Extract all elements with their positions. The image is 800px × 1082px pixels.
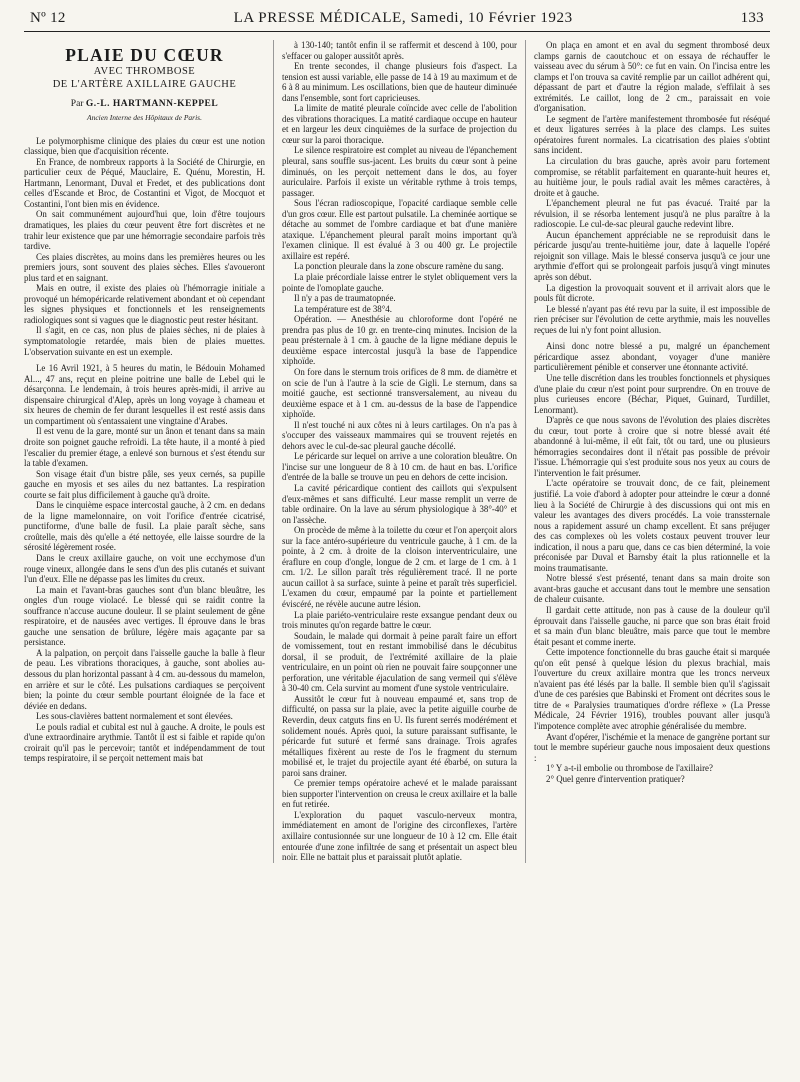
page-number: 133 [740, 10, 764, 26]
paragraph: Le 16 Avril 1921, à 5 heures du matin, le Bédouin Mohamed Al..., 47 ans, reçut en pleine poitrine une balle de Lebel qui le désarçonna. Le lendemain, à trois heures après-midi, il arrive au dispensaire chirurgical d'Alep, après un long voyage à chameau et six heures de chemin de fer durant lesquelles il est resté assis dans un compartiment où s'entassaient une vingtaine d'Arabes. [24, 363, 265, 426]
paragraph: La circulation du bras gauche, après avoir paru fortement compromise, se rétablit parfaitement en quarante-huit heures et, au huitième jour, le pouls radial avait les mêmes caractères, à droite et à gauche. [534, 156, 770, 198]
page-header [24, 10, 770, 32]
paragraph: La cavité péricardique contient des caillots qui s'expulsent d'eux-mêmes et sans difficulté. Leur masse remplit un verre de table ordinaire. On la lave au sérum physiologique à 38°-40° et on l'assèche. [282, 482, 517, 525]
paragraph: à 130-140; tantôt enfin il se raffermit et descend à 100, pour s'effacer ou galoper aussitôt après. [282, 40, 517, 61]
article-subtitle-1: AVEC THROMBOSE [93, 65, 196, 77]
column-2 [274, 40, 526, 863]
paragraph: Le péricarde sur lequel on arrive a une coloration bleuâtre. On l'incise sur une longueur de 8 à 10 cm. de haut en bas. L'orifice d'entrée de la balle se trouve un peu en dehors de cette incision. [282, 451, 517, 483]
question-1: 1° Y a-t-il embolie ou thrombose de l'axillaire? [546, 763, 713, 774]
paragraph: Ces plaies discrètes, au moins dans les premières heures ou les premiers jours, sont souvent des plaies sèches. Elles s'avoueront plus tard et en saignant. [24, 251, 265, 283]
paragraph: Le silence respiratoire est complet au niveau de l'épanchement pleural, sans souffle sus-jacent. Les bruits du cœur sont à peine diminués, on les perçoit nettement dans le dos, au foyer auriculaire. Parfois il existe un véritable rythme à trois temps, passager. [282, 145, 517, 198]
paragraph: La digestion la provoquait souvent et il arrivait alors que le pouls fût dicrote. [534, 282, 770, 304]
author-affiliation: Ancien Interne des Hôpitaux de Paris. [87, 113, 202, 123]
paragraph: La plaie précordiale laisse entrer le stylet obliquement vers la pointe de l'omoplate gauche. [282, 272, 517, 293]
paragraph: L'épanchement pleural ne fut pas évacué. Traité par la révulsion, il se résorba lentement jusqu'à ne plus paraître à la radioscopie. Le cul-de-sac pleural gauche redevint libre. [534, 198, 770, 230]
paragraph: Le polymorphisme clinique des plaies du cœur est une notion classique, bien que d'acquisition récente. [24, 135, 265, 157]
paragraph: La ponction pleurale dans la zone obscure ramène du sang. [294, 261, 504, 272]
paragraph: Ainsi donc notre blessé a pu, malgré un épanchement péricardique assez abondant, voyager d'une manière particulièrement pénible et conserver une étonnante activité. [534, 341, 770, 373]
column-1 [24, 40, 274, 863]
article-columns [24, 40, 770, 863]
paragraph: Une telle discrétion dans les troubles fonctionnels et physiques d'une plaie du cœur n'est point pour surprendre. On en trouve de plus curieuses encore (Béchar, Piquet, Guinard, Turdillet, Lenormant). [534, 372, 770, 415]
paragraph: Il s'agit, en ce cas, non plus de plaies sèches, ni de plaies à symptomatologie retardée, mais bien de plaies muettes. L'observation suivante en est un exemple. [24, 325, 265, 357]
paragraph: Dans le creux axillaire gauche, on voit une ecchymose d'un rouge vineux, allongée dans le sens d'un des plis cutanés et suivant l'un d'eux. Elle ne dépasse pas les limites du creux. [24, 552, 265, 585]
paragraph: Il n'est touché ni aux côtes ni à leurs cartilages. On n'a pas à s'occuper des vaisseaux mammaires qui se trouvent rejetés en dehors avec le cul-de-sac pleural gauche décollé. [282, 419, 517, 451]
paragraph: La main et l'avant-bras gauches sont d'un blanc bleuâtre, les ongles d'un rouge violacé. Le blessé qui se raidit contre la souffrance n'accuse aucune douleur. Il se plaint seulement de gêne respiratoire, et de nausées avec vertiges. Il éprouve dans le bras gauche une sensation de brûlure, légère mais agaçante par sa persistance. [24, 584, 265, 648]
paragraph: L'acte opératoire se trouvait donc, de ce fait, pleinement justifié. La voie d'abord à adopter pour atteindre le cœur a donné lieu à la Société de Chirurgie à des discussions qui ont mis en valeur les avantages des divers procédés. La voie transsternale nous a rapidement assuré un champ excellent. Et sans préjuger des cas complexes où les volets costaux peuvent trouver leur indication, il nous a paru que, dans ce cas bien déterminé, la voie préconisée par Duval et Barnsby était la plus rationnelle et la moins traumatisante. [534, 478, 770, 573]
paragraph: Avant d'opérer, l'ischémie et la menace de gangrène portant sur tout le membre supérieur gauche nous imposaient deux questions : [534, 731, 770, 763]
article-subtitle-2: DE L'ARTÈRE AXILLAIRE GAUCHE [52, 78, 237, 90]
paragraph: Sous l'écran radioscopique, l'opacité cardiaque semble celle d'un gros cœur. Elle est partout pulsatile. La cheminée aortique se détache au sommet de l'ombre cardiaque et bat d'une manière ataxique. L'épanchement pleural paraît moins important qu'à l'examen clinique. Il est évalué à 3 ou 400 gr. Le projectile axillaire est repéré. [282, 198, 517, 261]
paragraph: Dans le cinquième espace intercostal gauche, à 2 cm. en dedans de la ligne mamelonnaire, on voit l'orifice d'entrée cicatrisé, punctiforme, d'une balle de fusil. La plaie paraît sèche, sans croûtelle, mais dès qu'elle a été nettoyée, elle laisse sourdre de la sérosité légèrement rosée. [24, 500, 265, 553]
paragraph: Son visage était d'un bistre pâle, ses yeux cernés, sa pupille gauche en myosis et ses ailes du nez battantes. La respiration courte se fait plus difficilement à gauche qu'à droite. [24, 468, 265, 500]
paragraph: D'après ce que nous savons de l'évolution des plaies discrètes du cœur, tout porte à croire que si notre blessé avait été abandonné à lui-même, il eût fait, tôt ou tard, une ou plusieurs hémorragies secondaires dont il n'était pas possible de prévoir l'issue. L'hémorragie qui s'est produite sous nos yeux au cours de l'intervention le fait présumer. [534, 415, 770, 478]
paragraph: Aussitôt le cœur fut à nouveau empaumé et, sans trop de difficulté, on passa sur la plaie, avec la petite aiguille courbe de Reverdin, deux catguts fins en U. Ils furent serrés modérément et solidement noués. Après quoi, la suture paraissant suffisante, le péricarde fut suturé et fermé sans drainage. Trois agrafes métalliques fixèrent au reste de l'os le fragment du sternum mobilisé et, le trajet du projectile ayant été ébarbé, on sutura la paroi sans drainer. [282, 693, 517, 778]
column-1-body [24, 136, 265, 764]
paragraph: On plaça en amont et en aval du segment thrombosé deux clamps garnis de caoutchouc et on essaya de réchauffer le vaisseau avec du sérum à 50°: ce fut en vain. On l'incisa entre les clamps et l'on trouva sa cavité remplie par un caillot adhérent qui, dépassant de part et d'autre la région malade, s'effilait à ses extrémités. Le caillot, long de 2 cm., paraissait en voie d'organisation. [534, 40, 770, 114]
article-title: PLAIE DU CŒUR [65, 45, 224, 65]
column-3 [526, 40, 770, 863]
paragraph: Il n'y a pas de traumatopnée. [294, 293, 396, 304]
author-prefix: Par [70, 98, 84, 109]
paragraph: Notre blessé s'est présenté, tenant dans sa main droite son avant-bras gauche et accusant dans tout le membre une sensation de chaleur cuisante. [534, 573, 770, 605]
paragraph: La limite de matité pleurale coïncide avec celle de l'abolition des vibrations thoraciques. La matité cardiaque occupe en hauteur et en largeur les deux cinquièmes de la surface de projection du cœur sur la paroi thoracique. [282, 103, 517, 145]
paragraph: Mais en outre, il existe des plaies où l'hémorragie initiale a provoqué un hémopéricarde relativement abondant et où cependant les signes physiques et fonctionnels et les renseignements radiologiques sont si vagues que le diagnostic peut rester hésitant. [24, 283, 265, 325]
paragraph: La plaie pariéto-ventriculaire reste exsangue pendant deux ou trois minutes qu'on regarde battre le cœur. [282, 609, 517, 631]
paragraph: Opération. — Anesthésie au chloroforme dont l'opéré ne prendra pas plus de 10 gr. en trente-cinq minutes. Incision de la peau présternale à 1 cm. à gauche de la ligne médiane depuis le deuxième espace intercostal jusqu'à la base de l'appendice xiphoïde. [282, 314, 517, 367]
paragraph: En trente secondes, il change plusieurs fois d'aspect. La tension est aussi variable, elle passe de 14 à 19 au maximum et de 6 à 8 au minimum. Les oscillations, bien que de hauteur diminuée dans l'ensemble, sont fort capricieuses. [282, 61, 517, 103]
paragraph: Les sous-clavières battent normalement et sont élevées. [36, 711, 233, 722]
paragraph: Le pouls radial et cubital est nul à gauche. A droite, le pouls est d'une extraordinaire arythmie. Tantôt il est si faible et rapide qu'on croirait qu'il pas le percevoir; tantôt et indépendamment de tout temps respiratoire, il se perçoit nettement mais bat [24, 721, 265, 764]
paragraph: A la palpation, on perçoit dans l'aisselle gauche la balle à fleur de peau. Les vibrations thoraciques, à gauche, sont abolies au-dessous du plan horizontal passant à 4 cm. au-dessous du mamelon, en arrière et sur le côté. Les pulsations cardiaques se perçoivent bien; la pointe du cœur semble pourtant éloignée de la face et déviée en dedans. [24, 647, 265, 711]
issue-number: Nº 12 [30, 10, 66, 26]
paragraph: La température est de 38°4. [294, 303, 392, 314]
paragraph: Cette impotence fonctionnelle du bras gauche était si marquée qu'on eût pensé à quelque lésion du plexus brachial, mais l'ouverture du creux axillaire montra que les troncs nerveux n'avaient pas été lésés par la balle. Il semble bien qu'il s'agissait d'une de ces parésies que Babinski et Froment ont décrites sous le titre de « Paralysies traumatiques d'ordre réflexe » (La Presse Médicale, 24 Février 1916), troubles pouvant aller jusqu'à l'impotence complète avec atrophie généralisée du membre. [534, 647, 770, 731]
paragraph: Ce premier temps opératoire achevé et le malade paraissant bien supporter l'intervention on creusa le creux axillaire et la balle en fut retirée. [282, 778, 517, 810]
paragraph: Il gardait cette attitude, non pas à cause de la douleur qu'il éprouvait dans l'aisselle gauche, ni parce que son bras était froid et sa main d'un blanc bleuâtre, mais parce que tout le membre était pesant et comme inerte. [534, 604, 770, 647]
paragraph: Le blessé n'ayant pas été revu par la suite, il est impossible de rien préciser sur l'évolution de cette arythmie, mais les nouvelles reçues de lui n'y font point allusion. [534, 303, 770, 335]
paragraph: On procède de même à la toilette du cœur et l'on aperçoit alors sur la face antéro-supérieure du ventricule gauche, à 1 cm. de la pointe, à 2 cm. à droite de la cloison interventriculaire, une éraflure en coup d'ongle, longue de 2 cm. et large de 1 cm. à 1 cm. 1/2. Le sillon paraît très régulièrement tracé. Il ne porte aucun caillot à sa surface, suinte à peine et paraît très superficiel. L'examen du cœur, empaumé par la pointe et partiellement éviscéré, ne révèle aucune autre lésion. [282, 525, 517, 609]
paragraph: Aucun épanchement appréciable ne se reproduisit dans le péricarde jusqu'au trente-huitième jour, date à laquelle l'opéré rejoignit son village. Mais le blessé conserva jusqu'à ce jour une arythmie d'effort qui se prolongeait parfois jusqu'à vingt minutes après son début. [534, 229, 770, 283]
author-line [24, 99, 265, 110]
paragraph: Il est venu de la gare, monté sur un ânon et tenant dans sa main droite son poignet gauche refroidi. La tête haute, il a monté à pied l'escalier du premier étage, a enlevé son burnous et s'est étendu sur la table d'examen. [24, 426, 265, 469]
paragraph: En France, de nombreux rapports à la Société de Chirurgie, en particulier ceux de Péqué, Mauclaire, E. Quénu, Morestin, H. Hartmann, Lenormant, Duval et Fredet, et des publications dont celles d'Escande et Broc, de Costantini et Vigot, de Mocquot et Costantini, l'ont bien mis en évidence. [24, 156, 265, 209]
paragraph: On sait communément aujourd'hui que, loin d'être toujours dramatiques, les plaies du cœur peuvent être fort discrètes et ne trahir leur existence que par une hémorragie secondaire parfois très tardive. [24, 209, 265, 252]
question-2: 2° Quel genre d'intervention pratiquer? [546, 773, 685, 784]
journal-title-date: LA PRESSE MÉDICALE, Samedi, 10 Février 1923 [233, 10, 573, 26]
author-name: G.-L. HARTMANN-KEPPEL [85, 98, 219, 109]
article-heading [24, 45, 265, 124]
paragraph: L'exploration du paquet vasculo-nerveux montra, immédiatement en amont de l'origine des circonflexes, l'artère axillaire contusionnée sur une longueur de 10 à 12 cm. Elle était entourée d'une zone infiltrée de sang et présentait un aspect bleu noir. Elle ne battait plus et paraissait plutôt aplatie. [282, 809, 517, 863]
paragraph: Soudain, le malade qui dormait à peine paraît faire un effort de vomissement, tout en restant immobilisé dans le décubitus dorsal, il se produit, de l'extrémité axillaire de la plaie ventriculaire, en un point où rien ne pouvait faire soupçonner une perforation, une véritable éjaculation de sang vermeil qui s'élève à 30-40 cm. Cela survint au moment d'une systole ventriculaire. [282, 630, 517, 694]
paragraph: Le segment de l'artère manifestement thrombosée fut réséqué et deux ligatures serrées à la place des clamps. Les suites opératoires furent normales. La cicatrisation des plaies s'obtint sans incident. [534, 113, 770, 156]
paragraph: On fore dans le sternum trois orifices de 8 mm. de diamètre et on scie de l'un à l'autre à la scie de Gigli. Le sternum, dans sa moitié gauche, est sectionné transversalement, au niveau du deuxième espace et à 1 cm. au-dessus de la base de l'appendice xiphoïde. [282, 366, 517, 420]
